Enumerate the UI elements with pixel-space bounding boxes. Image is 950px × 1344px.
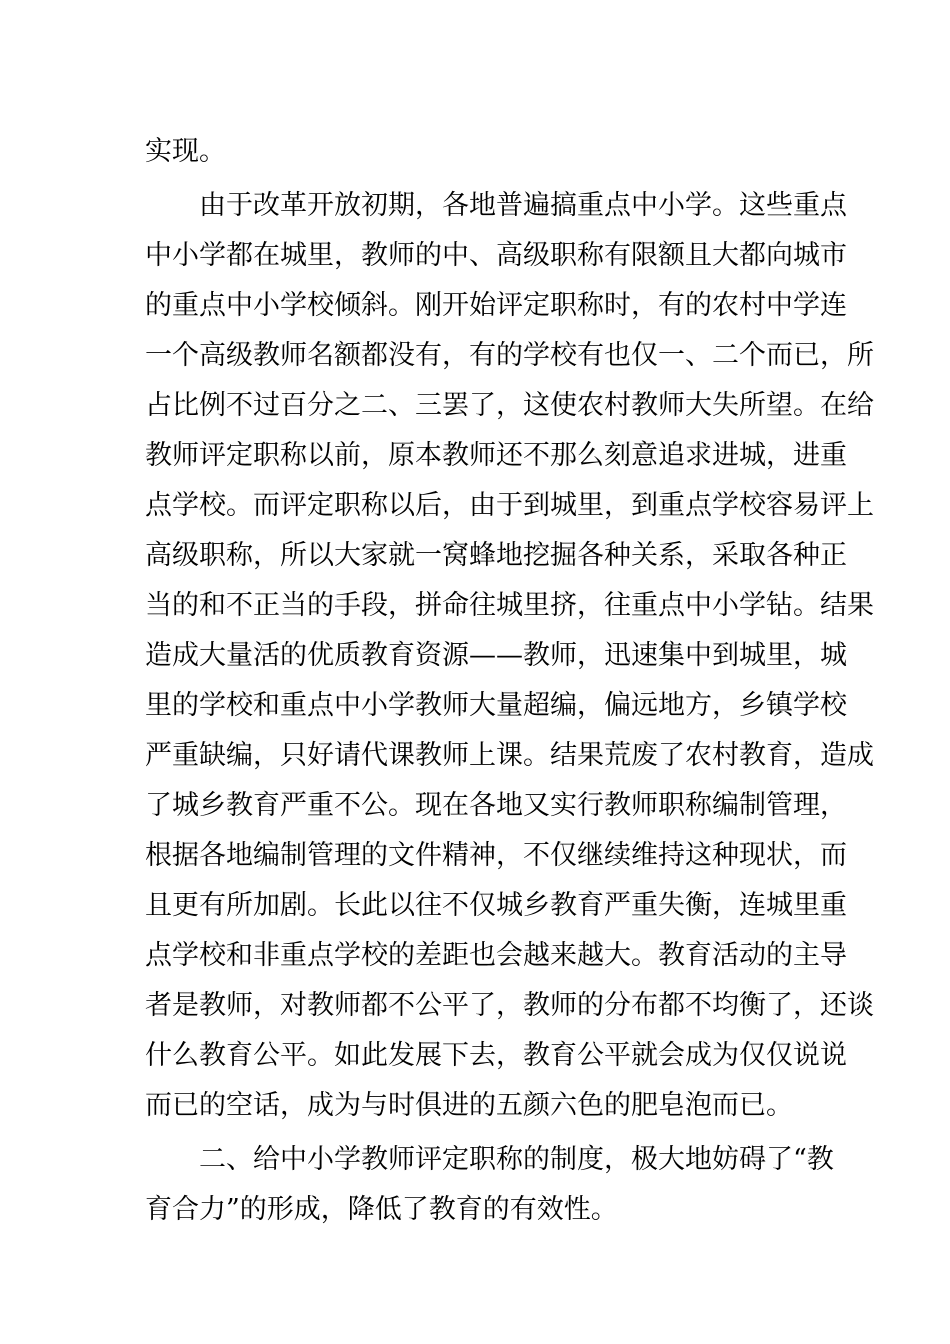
text-line: 实现。 [145,136,226,167]
text-line: 者是教师，对教师都不公平了，教师的分布都不均衡了，还谈 [145,990,874,1021]
text-line: 而已的空话，成为与时俱进的五颜六色的肥皂泡而已。 [145,1090,793,1121]
text-line: 育合力”的形成，降低了教育的有效性。 [145,1194,618,1225]
text-line: 什么教育公平。如此发展下去，教育公平就会成为仅仅说说 [145,1040,847,1071]
text-line: 点学校和非重点学校的差距也会越来越大。教育活动的主导 [145,940,847,971]
text-line: 根据各地编制管理的文件精神，不仅继续维持这种现状，而 [145,840,847,871]
text-line: 一个高级教师名额都没有，有的学校有也仅一、二个而已，所 [145,340,874,371]
document-body [145,127,874,1235]
text-line: 二、给中小学教师评定职称的制度，极大地妨碍了“教 [199,1144,834,1175]
text-line: 占比例不过百分之二、三罢了，这使农村教师大失所望。在给 [145,390,874,421]
text-line: 的重点中小学校倾斜。刚开始评定职称时，有的农村中学连 [145,290,847,321]
text-line: 且更有所加剧。长此以往不仅城乡教育严重失衡，连城里重 [145,890,847,921]
text-line: 中小学都在城里，教师的中、高级职称有限额且大都向城市 [145,240,847,271]
text-line: 点学校。而评定职称以后，由于到城里，到重点学校容易评上 [145,490,874,521]
paragraph-reform-era [145,181,874,1131]
text-line: 教师评定职称以前，原本教师还不那么刻意追求进城，进重 [145,440,847,471]
text-line: 高级职称，所以大家就一窝蜂地挖掘各种关系，采取各种正 [145,540,847,571]
paragraph-continuation [145,127,808,177]
text-line: 了城乡教育严重不公。现在各地又实行教师职称编制管理， [145,790,847,821]
text-line: 造成大量活的优质教育资源——教师，迅速集中到城里，城 [145,640,847,671]
text-line: 当的和不正当的手段，拼命往城里挤，往重点中小学钻。结果 [145,590,874,621]
paragraph-section-two [145,1135,834,1235]
text-line: 由于改革开放初期，各地普遍搞重点中小学。这些重点 [199,190,847,221]
text-line: 严重缺编，只好请代课教师上课。结果荒废了农村教育，造成 [145,740,874,771]
text-line: 里的学校和重点中小学教师大量超编，偏远地方，乡镇学校 [145,690,847,721]
